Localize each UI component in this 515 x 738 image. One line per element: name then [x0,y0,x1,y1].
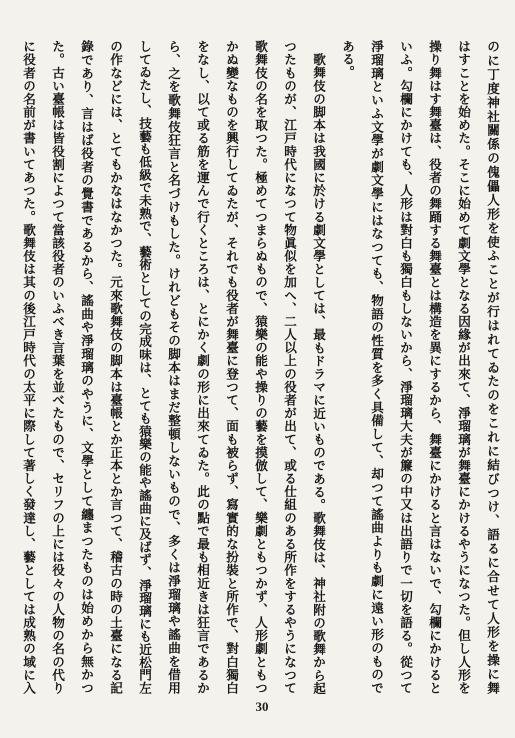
text-column: 歌舞伎の名を取つた。極めてつまらぬもので、猿樂の能や操りの藝を摸倣して、樂劇ともつかず、人形劇ともつ [253,40,268,694]
text-column: つたものが、江戸時代になつて物眞似を加へ、二人以上の役者が出て、或る仕組のある所作をするやうになつて [282,40,297,694]
text-column: いふ。勾欄にかけても、人形は對白も獨白もしないから、淨瑠璃大夫が簾の中又は出語りで一切を語る。從つて [398,40,413,694]
text-columns [14,40,507,694]
text-column-paragraph-start: 歌舞伎の脚本は我國に於ける劇文學としては、最もドラマに近いものである。歌舞伎は、神社附の歌舞から起 [311,52,326,694]
page-number: 30 [255,699,269,714]
text-column: ら、之を歌舞伎狂言と名づけもした。けれどもその脚本はまだ整頓しないもので、多くは淨瑠璃や謠曲を借用 [166,40,181,694]
text-column: 操り舞はす舞臺は、役者の舞踊する舞臺とは構造を異にするから、舞臺にかけると言はないで、勾欄にかけると [427,40,442,694]
text-column: をなし、以て或る筋を運んで行くところは、とにかく劇の形に出來てゐた。此の點で最も相近きは狂言であるか [195,40,210,694]
text-column: 錄であり、言はば役者の覺書であるから、謠曲や淨瑠璃のやうに、文學として纏まつたものは始めから無かつ [79,40,94,694]
text-column: してゐたし、技藝も低級で未熟で、藝術としての完成味は、とても猿樂の能や謠曲に及ばず、淨瑠璃にも近松門左 [137,40,152,694]
text-column: 淨瑠璃といふ文學が劇文學にはなつても、物語の性質を多く具備して、却つて謠曲よりも劇に遠い形のもので [369,40,384,694]
text-column: かぬ變なものを興行してゐたが、それでも役者が舞臺に登つて、面も被らず、寫實的な扮裝と所作で、對白獨白 [224,40,239,694]
text-column: に役者の名前が書いてあつた。歌舞伎は其の後江戸時代の太平に際して著しく發達し、藝としては成熟の域に入 [21,40,36,694]
text-column: のに丁度神社關係の傀儡人形を使ふことが行はれてゐたのをこれに結びつけ、語るに合せて人形を操に舞 [485,40,500,694]
text-column-paragraph-end: ある。 [340,40,355,78]
text-column: た。古い臺帳は皆役割によつて當該役者のいふべき言葉を並べたもので、セリフの上には役々の人物の名の代り [50,40,65,694]
text-column: はすことを始めた。そこに始めて劇文學となる因緣が出來て、淨瑠璃が舞臺にかけるやうになつた。但し人形を [456,40,471,694]
text-column: の作などには、とてもかなはなかつた。元來歌舞伎の脚本は臺帳とか正本とか言つて、稽古の時の土臺になる記 [108,40,123,694]
